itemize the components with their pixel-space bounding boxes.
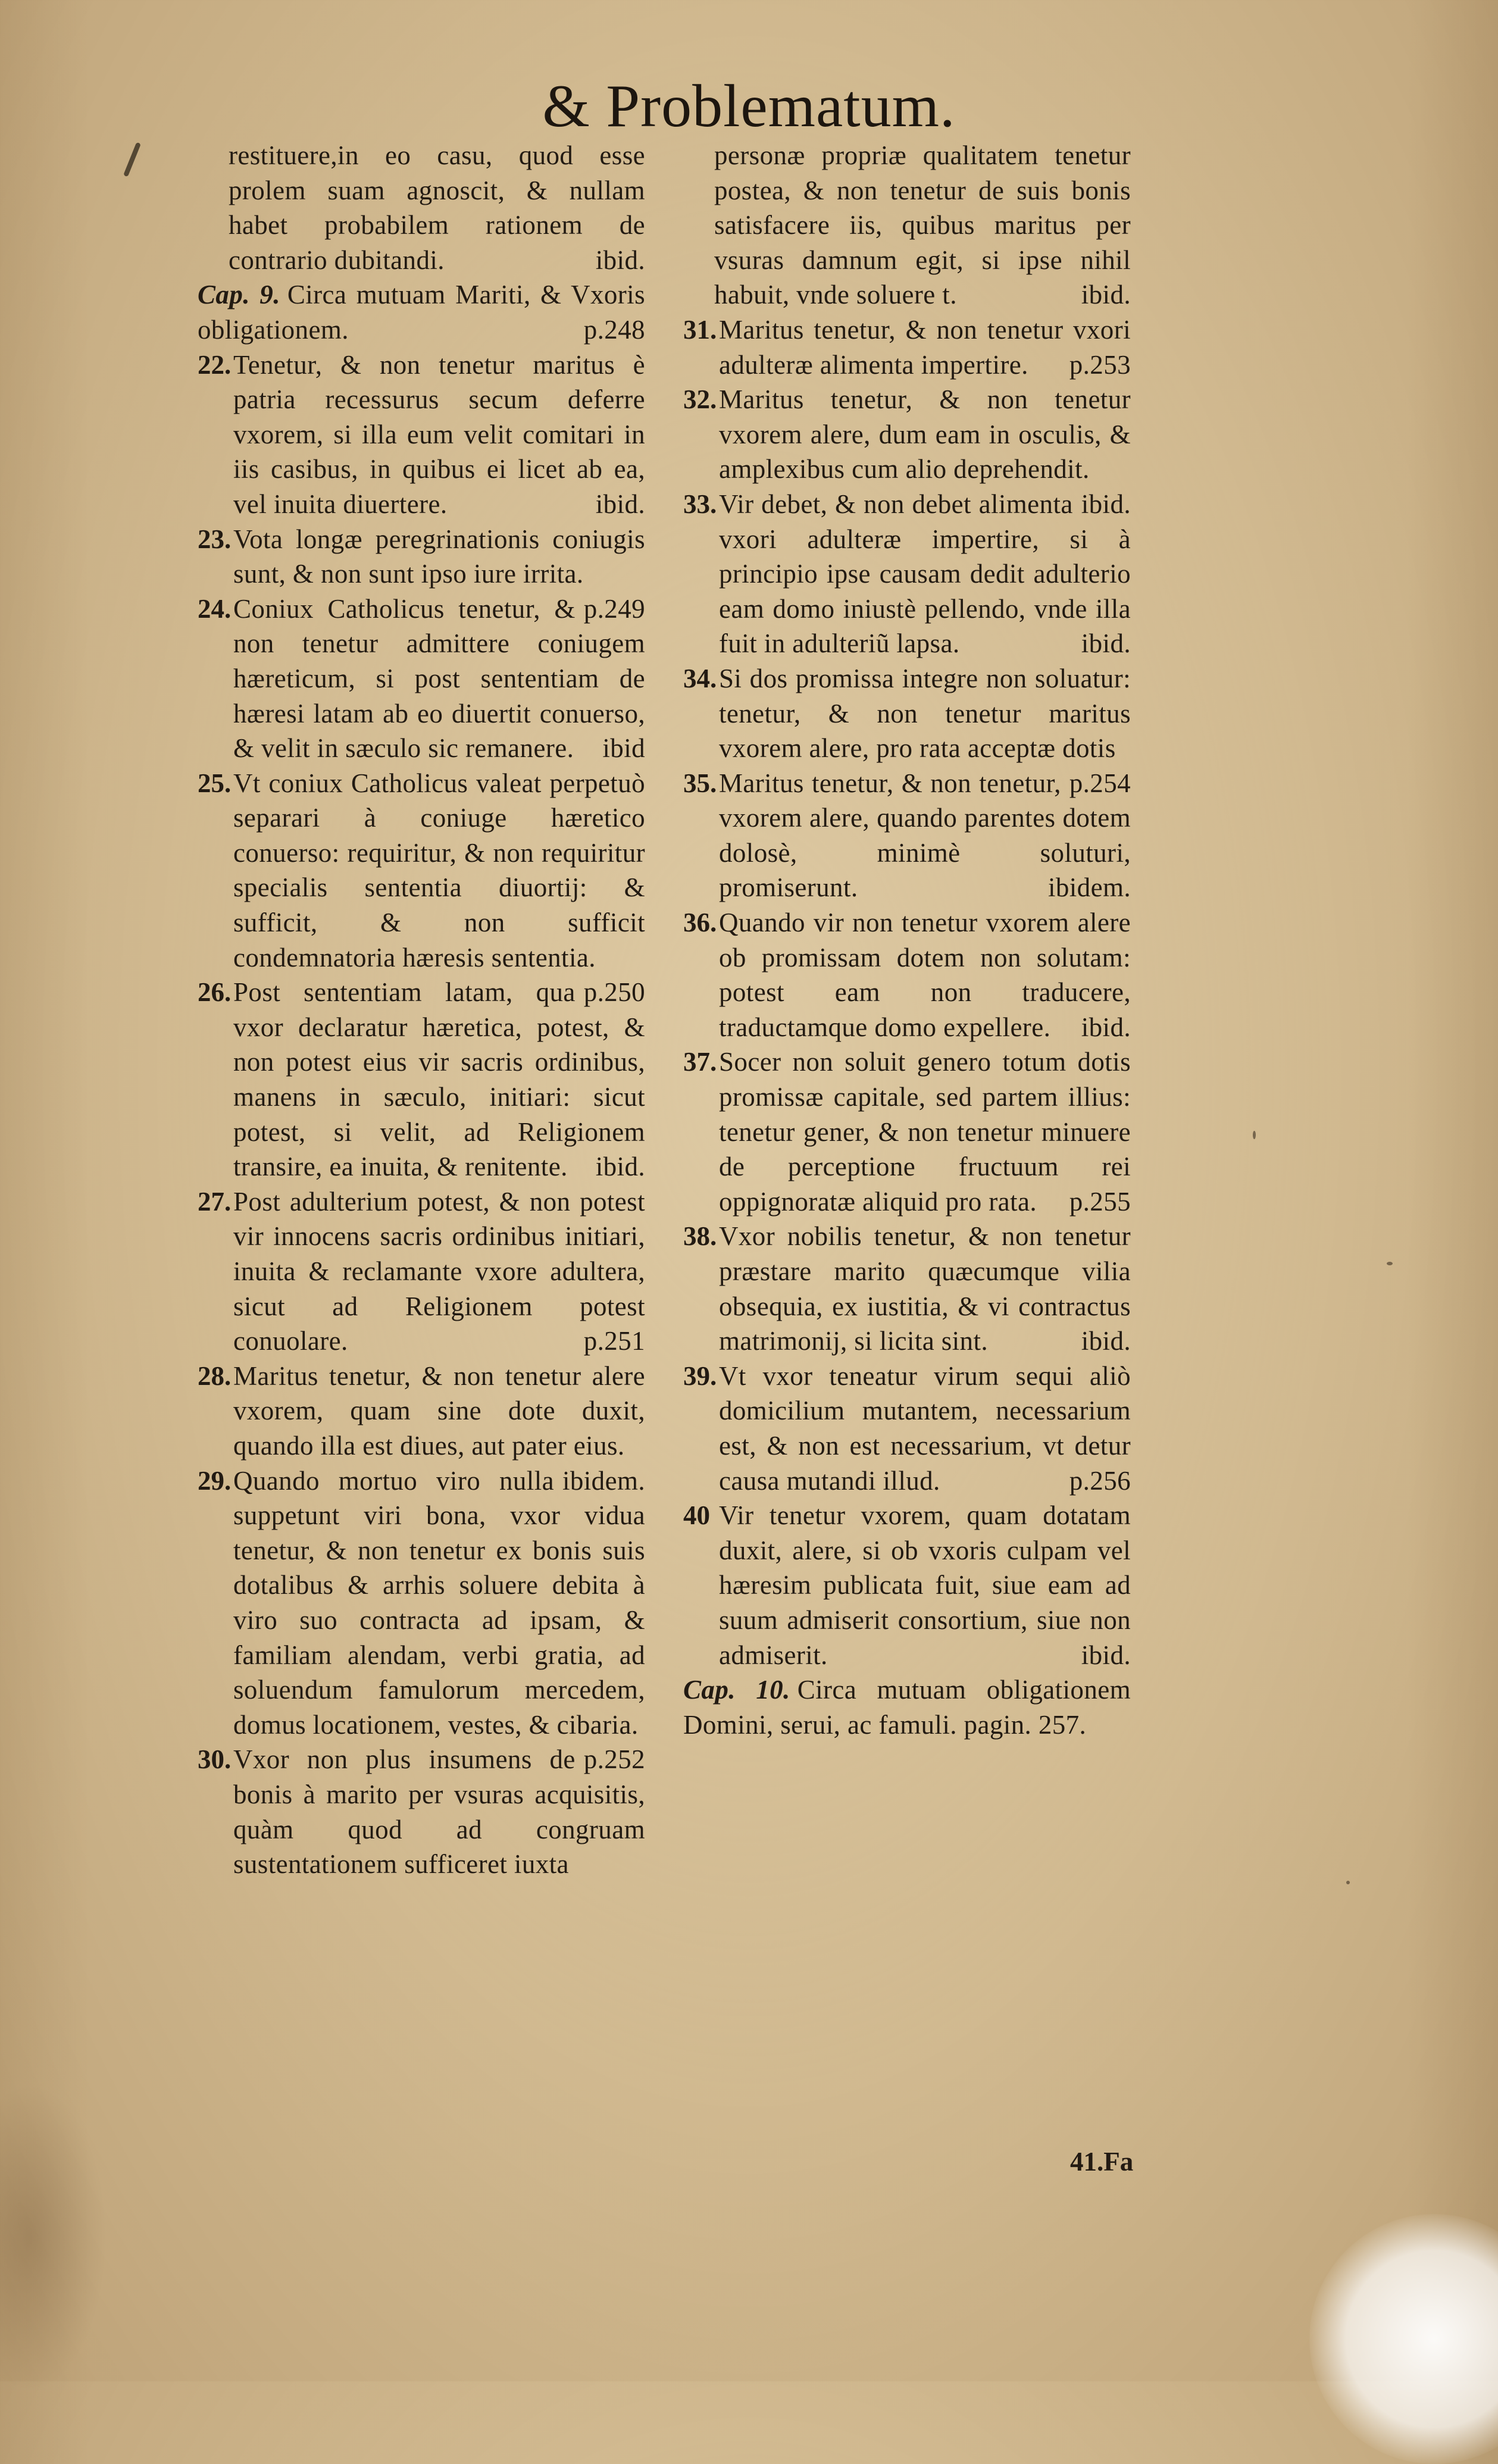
entry-text: Maritus tenetur, & non tenetur, vxorem alere, quando parentes dotem dolosè, minimè soluturi, promiserunt. xyxy=(719,768,1131,903)
entry-text: Tenetur, & non tenetur maritus è patria recessurus secum deferre vxorem, si illa eum velit comitari in iis casibus, in quibus ei licet ab ea, vel inuita diuertere. xyxy=(233,349,645,519)
page-reference: ibid. xyxy=(1081,1326,1131,1356)
page-reference: p.256 xyxy=(1069,1465,1131,1496)
index-entry xyxy=(683,1045,1131,1219)
index-entry xyxy=(198,975,645,1184)
page-reference: p.252 xyxy=(583,1744,645,1775)
entry-number: 34. xyxy=(683,663,717,693)
entry-number: 31. xyxy=(683,314,717,345)
entry-number: 36. xyxy=(683,908,717,938)
index-entry xyxy=(683,766,1131,905)
index-entry xyxy=(198,1184,645,1359)
ink-mark xyxy=(123,142,141,177)
entry-text: Vt vxor teneatur virum sequi aliò domicilium mutantem, necessarium est, & non est necessarium, vt detur causa mutandi illud. xyxy=(719,1361,1131,1496)
entry-text: Coniux Catholicus tenetur, & non tenetur admittere coniugem hæreticum, si post sententiam de hæresi latam ab eo diuertit conuerso, & velit in sæculo sic remanere. xyxy=(233,593,645,764)
entry-number: 38. xyxy=(683,1221,717,1252)
entry-text: Socer non soluit genero totum dotis promissæ capitale, sed partem illius: tenetur gener, & non tenetur minuere de perceptione fructuum rei oppignoratæ aliquid pro rata. xyxy=(719,1047,1131,1217)
entry-number: 28. xyxy=(198,1361,232,1391)
entry-number: 26. xyxy=(198,977,232,1008)
entry-number: 40 xyxy=(683,1500,710,1531)
chapter-label: Cap. 9. xyxy=(198,280,280,310)
entry-number: 35. xyxy=(683,768,717,798)
index-entry xyxy=(198,348,645,522)
page-reference: p.250 xyxy=(583,977,645,1008)
chapter-heading xyxy=(198,277,645,347)
entry-text: Maritus tenetur, & non tenetur vxorem alere, dum eam in osculis, & amplexibus cum alio deprehendit. xyxy=(719,384,1131,484)
left-column xyxy=(198,138,645,1882)
page-reference: p.253 xyxy=(1069,349,1131,380)
paper-speck xyxy=(1387,1262,1393,1265)
paper-speck xyxy=(1346,1881,1350,1884)
entry-text: Quando vir non tenetur vxorem alere ob promissam dotem non solutam: potest eam non traducere, traductamque domo expellere. xyxy=(719,908,1131,1042)
entry-number: 33. xyxy=(683,489,717,519)
page-reference: p.254 xyxy=(1069,768,1131,798)
entry-text: Post adulterium potest, & non potest vir innocens sacris ordinibus initiari, inuita & reclamante vxore adultera, sicut ad Religionem potest conuolare. xyxy=(233,1186,645,1356)
index-entry xyxy=(683,905,1131,1045)
paper-stain xyxy=(0,2083,107,2393)
chapter-heading xyxy=(683,1672,1131,1742)
entry-number: 27. xyxy=(198,1186,232,1217)
entry-text: Quando mortuo viro nulla suppetunt viri bona, vxor vidua tenetur, & non tenetur ex bonis suis dotalibus & arrhis soluere debita à viro suo contracta ad ipsam, & familiam alendam, verbi gratia, ad soluendum famulorum mercedem, domus locationem, vestes, & cibaria. xyxy=(233,1465,645,1740)
page-reference: ibid. xyxy=(1081,489,1131,519)
entry-text: Maritus tenetur, & non tenetur vxori adulteræ alimenta impertire. xyxy=(719,314,1131,380)
entry-text: Circa mutuam Mariti, & Vxoris obligationem. xyxy=(198,280,645,345)
entry-text: Circa mutuam obligationem Domini, serui, ac famuli. pagin. 257. xyxy=(683,1675,1131,1740)
index-entry xyxy=(198,522,645,624)
index-entry xyxy=(198,592,645,766)
entry-number: 23. xyxy=(198,524,232,554)
index-entry xyxy=(683,1219,1131,1358)
entry-text: Vir debet, & non debet alimenta vxori adulteræ impertire, si à principio ipse causam dedit adulterio eam domo iniustè pellendo, vnde illa fuit in adulteriũ lapsa. xyxy=(719,489,1131,659)
chapter-label: Cap. 10. xyxy=(683,1675,790,1705)
entry-text: personæ propriæ qualitatem tenetur postea, & non tenetur de suis bonis satisfacere iis, quibus maritus per vsuras damnum egit, si ipse nihil habuit, vnde soluere t. xyxy=(714,140,1131,310)
entry-text: Vxor non plus insumens de bonis à marito per vsuras acquisitis, quàm quod ad congruam sustentationem sufficeret iuxta xyxy=(233,1744,645,1880)
page-reference: ibid. xyxy=(1081,628,1131,659)
entry-text: Vt coniux Catholicus valeat perpetuò separari à coniuge hæretico conuerso: requiritur, & non requiritur specialis sententia diuortij: & sufficit, & non sufficit condemnatoria hæresis sententia. xyxy=(233,768,645,973)
entry-text: Vota longæ peregrinationis coniugis sunt, & non sunt ipso iure irrita. xyxy=(233,524,645,589)
index-entry xyxy=(198,1742,645,1881)
entry-text: Si dos promissa integre non soluatur: tenetur, & non tenetur maritus vxorem alere, pro rata acceptæ dotis xyxy=(719,663,1131,764)
index-entry-continuation xyxy=(198,138,645,277)
entry-text: Vxor nobilis tenetur, & non tenetur præstare marito quæcumque vilia obsequia, ex iustitia, & vi contractus matrimonij, si licita sint. xyxy=(719,1221,1131,1356)
entry-number: 25. xyxy=(198,768,232,798)
page-reference: p.255 xyxy=(1069,1186,1131,1217)
index-entry-continuation xyxy=(683,138,1131,312)
page-reference: p.249 xyxy=(583,593,645,624)
entry-text: Vir tenetur vxorem, quam dotatam duxit, alere, si ob vxoris culpam vel hæresim publicata fuit, siue eam ad suum admiserit consortium, siue non admiserit. xyxy=(719,1500,1131,1670)
index-entry xyxy=(683,487,1131,661)
entry-text: Post sententiam latam, qua vxor declaratur hæretica, potest, & non potest eius vir sacris ordinibus, manens in sæculo, initiari: sicut potest, si velit, ad Religionem transire, ea inuita, & renitente. xyxy=(233,977,645,1182)
entry-number: 29. xyxy=(198,1465,232,1496)
page-reference: p.251 xyxy=(583,1326,645,1356)
paper-speck xyxy=(1253,1131,1256,1139)
page-reference: ibid. xyxy=(1081,280,1131,310)
right-column xyxy=(683,138,1131,1742)
entry-text: Maritus tenetur, & non tenetur alere vxorem, quam sine dote duxit, quando illa est diues, aut pater eius. xyxy=(233,1361,645,1461)
index-entry xyxy=(683,1498,1131,1672)
entry-number: 37. xyxy=(683,1047,717,1077)
entry-text: restituere,in eo casu, quod esse prolem suam agnoscit, & nullam habet probabilem rationem de contrario dubitandi. xyxy=(229,140,645,275)
entry-number: 30. xyxy=(198,1744,232,1775)
entry-number: 39. xyxy=(683,1361,717,1391)
paper-damage xyxy=(1309,2214,1498,2464)
entry-number: 32. xyxy=(683,384,717,415)
catchword: 41.Fa xyxy=(1070,2147,1134,2177)
page-reference: ibid. xyxy=(595,489,645,519)
running-header: & Problematum. xyxy=(542,73,956,140)
page-reference: ibid. xyxy=(595,1152,645,1182)
page-reference: ibid xyxy=(602,733,645,764)
page-reference: ibid. xyxy=(595,245,645,275)
page-reference: ibidem. xyxy=(562,1465,645,1496)
entry-number: 22. xyxy=(198,349,232,380)
page-reference: ibid. xyxy=(1081,1012,1131,1042)
page-reference: ibidem. xyxy=(1047,873,1131,903)
index-entry xyxy=(683,312,1131,382)
page-reference: p.248 xyxy=(583,314,645,345)
index-entry xyxy=(683,1359,1131,1498)
entry-number: 24. xyxy=(198,593,232,624)
page-reference: ibid. xyxy=(1081,1640,1131,1670)
